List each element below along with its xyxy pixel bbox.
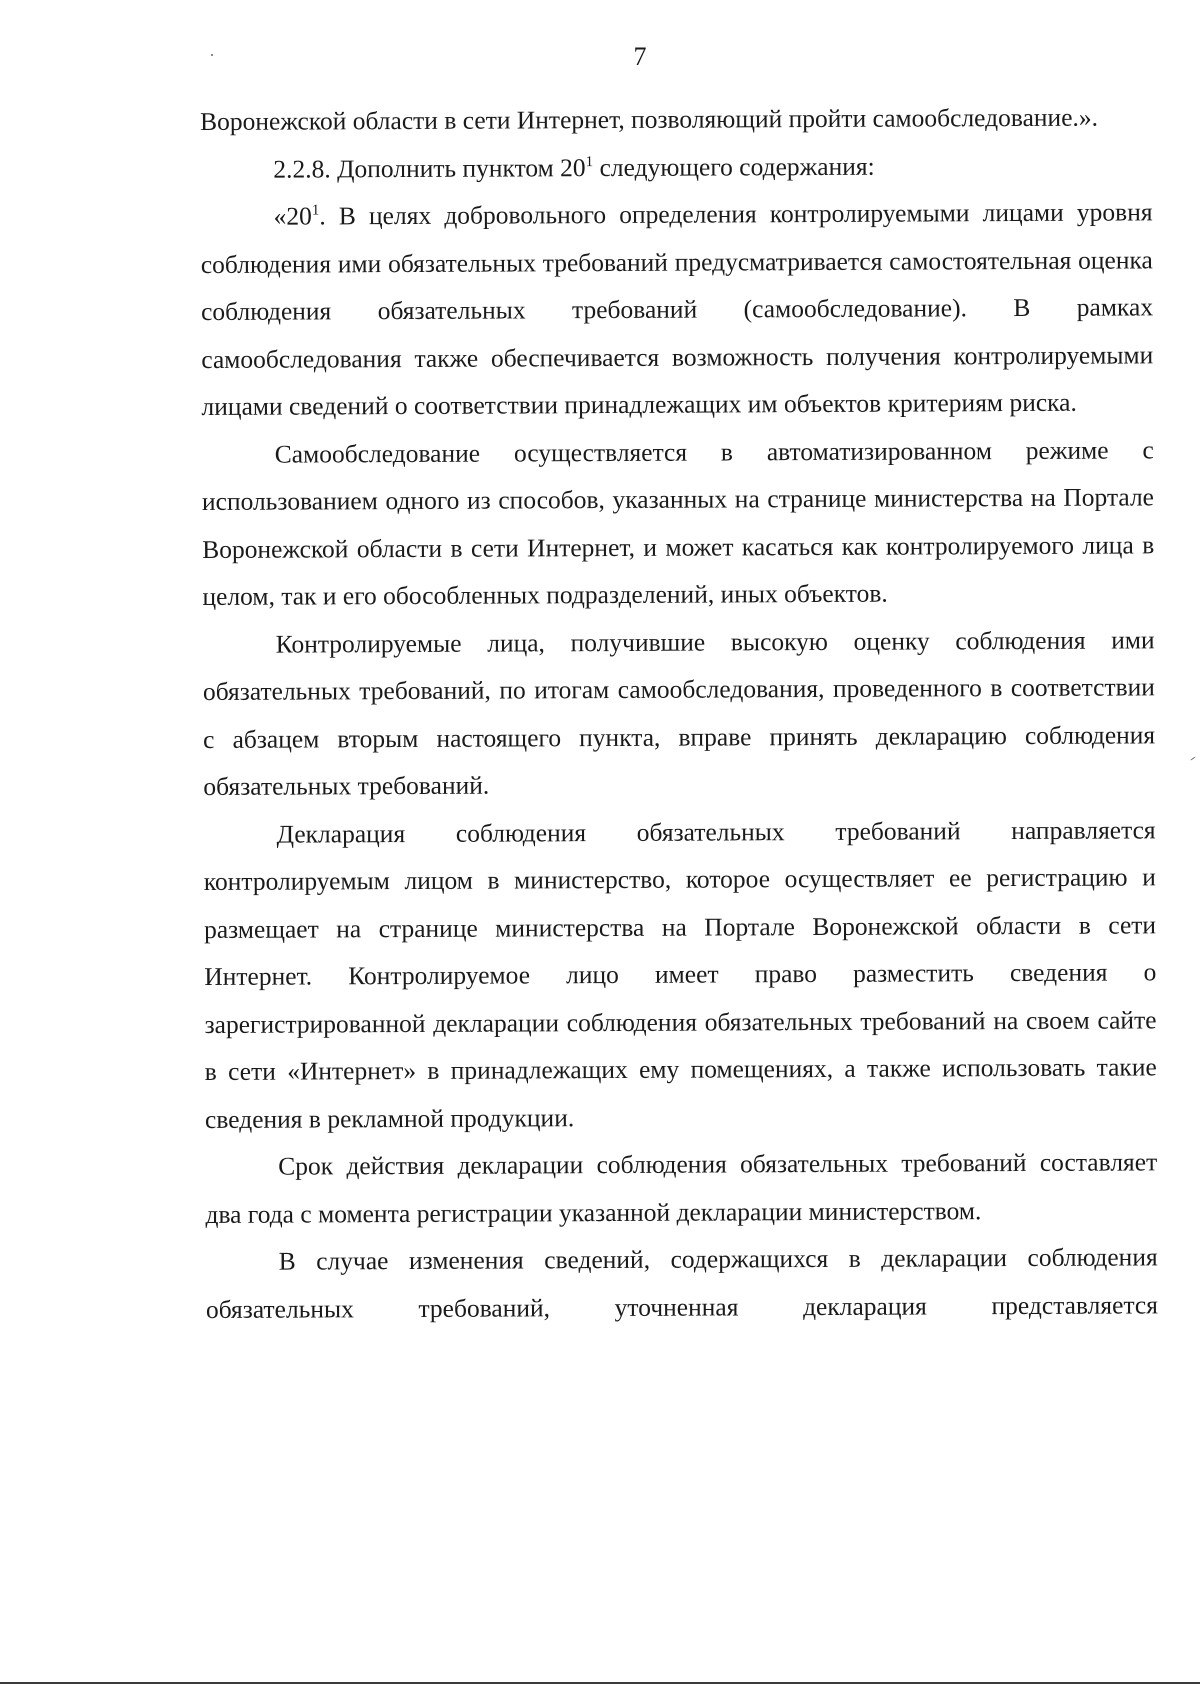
paragraph-continuation: Воронежской области в сети Интернет, позволяющий пройти самообследование.». bbox=[200, 102, 1099, 136]
superscript: 1 bbox=[311, 202, 320, 219]
paragraph-declaration-registration: Декларация соблюдения обязательных требований направляется контролируемым лицом в министерство, которое осуществляет ее регистрацию и размещает на странице министерства на Портале Воронежской области в сети Интернет. Контролируемое лицо имеет право разместить сведения о зарегистрированной декларации соблюдения обязательных требований на своем сайте в сети «Интернет» в принадлежащих ему помещениях, а также использовать такие сведения в рекламной продукции. bbox=[203, 814, 1157, 1134]
clause-text: . В целях добровольного определения контролируемыми лицами уровня соблюдения ими обязательных требований предусматривается самостоятельная оценка соблюдения обязательных требований (самообследование). В рамках самообследования также обеспечивается возможность получения контролируемыми лицами сведений о соответствии принадлежащих им объектов критериям риска. bbox=[200, 197, 1154, 421]
paragraph-declaration-right: Контролируемые лица, получившие высокую оценку соблюдения ими обязательных требований, по итогам самообследования, проведенного в соответствии с абзацем вторым настоящего пункта, вправе принять декларацию соблюдения обязательных требований. bbox=[202, 624, 1156, 801]
page-bottom-edge bbox=[0, 1682, 1200, 1684]
document-body bbox=[200, 93, 1158, 1333]
paragraph-declaration-changes: В случае изменения сведений, содержащихся в декларации соблюдения обязательных требований, уточненная декларация представляется bbox=[205, 1242, 1158, 1324]
scan-speck bbox=[211, 54, 213, 56]
paragraph-self-inspection bbox=[200, 188, 1153, 430]
amendment-heading-text: 2.2.8. Дополнить пунктом 20 bbox=[273, 152, 586, 184]
page-number: 7 bbox=[633, 42, 647, 71]
paragraph-automated-mode: Самообследование осуществляется в автоматизированном режиме с использованием одного из способов, указанных на странице министерства на Портале Воронежской области в сети Интернет, и может касаться как контролируемого лица в целом, так и его обособленных подразделений, иных объектов. bbox=[201, 434, 1155, 611]
superscript: 1 bbox=[585, 153, 594, 170]
paragraph-amendment-heading bbox=[200, 141, 1152, 193]
amendment-heading-text-end: следующего содержания: bbox=[593, 151, 875, 182]
scan-speck bbox=[1190, 756, 1195, 760]
paragraph-declaration-term: Срок действия декларации соблюдения обязательных требований составляет два года с момента регистрации указанной декларации министерством. bbox=[205, 1147, 1158, 1229]
clause-number: «20 bbox=[273, 201, 312, 231]
